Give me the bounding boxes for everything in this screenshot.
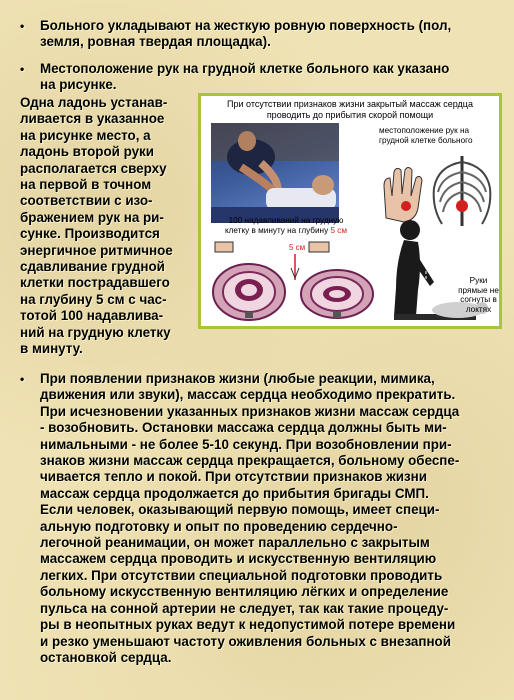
text-line: на рисунке. [40, 77, 117, 93]
bullet-1-text [40, 18, 498, 51]
text-line: Одна ладонь устанав- [20, 95, 168, 110]
bullet-3-text [40, 371, 498, 666]
text-line: При исчезновении указанных признаков жизни массаж сердца [40, 403, 460, 419]
text-line: - возобновить. Остановки массажа сердца должны быть ми- [40, 420, 447, 436]
bullet-1-marker: • [20, 19, 25, 33]
text-line: располагается сверху [20, 160, 167, 176]
text-line: больному искусственную вентиляцию лёгких и определение [40, 584, 449, 600]
text-line: легочной реанимации, он может параллельно с закрытым [40, 535, 430, 551]
text-line: на первой в точном [20, 177, 152, 193]
figure-title: При отсутствии признаков жизни закрытый массаж сердца проводить до прибытия скорой помощи [227, 99, 473, 120]
left-column-text [20, 95, 190, 358]
text-line: При появлении признаков жизни (любые реакции, мимика, [40, 371, 435, 386]
text-line: и резко уменьшают частоту оживления больных с внезапной [40, 633, 451, 649]
depth-caption: 5 см [330, 225, 348, 235]
text-line: на глубину 5 см с час- [20, 291, 167, 307]
text-line: земля, ровная твердая площадка). [40, 34, 271, 50]
text-line: Больного укладывают на жесткую ровную поверхность (пол, [40, 18, 452, 33]
text-line: бражением рук на ри- [20, 209, 164, 225]
text-line: движения или звуки), массаж сердца необходимо прекратить. [40, 387, 456, 403]
bullet-2-marker: • [20, 62, 25, 76]
text-line: в минуту. [20, 341, 83, 357]
text-line: остановкой сердца. [40, 649, 172, 665]
cpr-illustration [198, 93, 502, 329]
text-line: ладонь второй руки [20, 144, 154, 160]
text-line: нимальными - не более 5-10 секунд. При возобновлении при- [40, 436, 452, 452]
text-line: клетки пострадавшего [20, 275, 170, 291]
pushes-caption [221, 216, 351, 235]
text-line: массаж сердца продолжается до прибытия бригады СМП. [40, 485, 429, 501]
text-line: Если человек, оказывающий первую помощь, имеет специ- [40, 502, 440, 518]
text-line: тотой 100 надавлива- [20, 308, 164, 324]
arms-caption: Руки прямые не согнуты в локтях [458, 276, 499, 314]
text-line: ний на грудную клетку [20, 324, 171, 340]
bullet-3-marker: • [20, 372, 25, 386]
text-line: пульса на сонной артерии не следует, так как такие процеду- [40, 600, 449, 616]
hands-caption: местоположение рук на грудной клетке больного [379, 126, 473, 145]
text-line: соответствии с изо- [20, 193, 153, 209]
pushes-caption-text: 100 надавливаний на грудную клетку в минуту на глубину [224, 216, 344, 235]
text-line: на рисунке место, а [20, 127, 151, 143]
text-line: альную подготовку и опыт по проведению сердечно- [40, 518, 398, 534]
text-line: ры в неопытных руках ведут к недопустимой потере времени [40, 617, 456, 633]
text-line: Местоположение рук на грудной клетке больного как указано [40, 61, 450, 76]
text-line: сдавливание грудной [20, 259, 165, 275]
depth-marker: 5 см [289, 243, 306, 252]
bullet-2-text [40, 61, 498, 94]
cpr-photo [211, 123, 339, 223]
text-line: массажем сердца проводить и искусственную вентиляцию [40, 551, 437, 567]
text-line: сунке. Производится [20, 226, 160, 242]
chest-cross-sections [209, 238, 379, 328]
text-line: энергичное ритмичное [20, 242, 173, 258]
cpr-photo-drawing [211, 123, 339, 223]
text-line: чивается тепло и покой. При отсутствии признаков жизни [40, 469, 427, 485]
text-line: ливается в указанное [20, 111, 165, 127]
text-line: легких. При отсутствии специальной подготовки проводить [40, 567, 443, 583]
text-line: знаков жизни массаж сердца прекращается, больному обеспе- [40, 453, 460, 469]
